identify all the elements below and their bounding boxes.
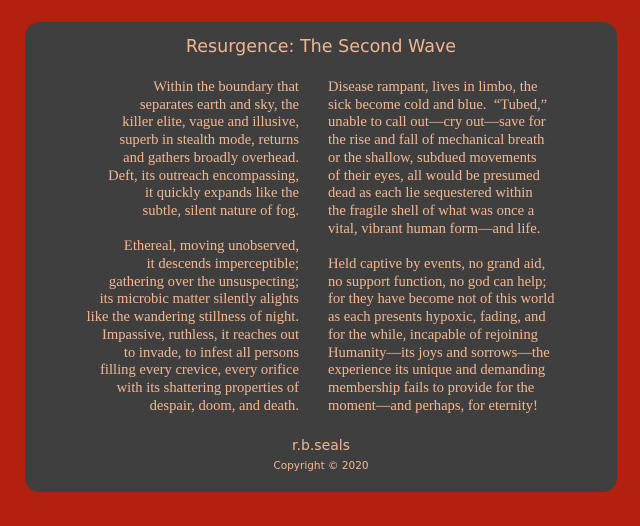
author-signature: r.b.seals <box>292 438 350 454</box>
copyright-notice: Copyright © 2020 <box>273 460 369 472</box>
left-stanza-2: Ethereal, moving unobserved, it descends imperceptible; gathering over the unsuspecting; its microbic matter silently alights like the wandering stillness of night. Impassive, ruthless, it reaches out to invade, to infest all persons filling every crevice, every orifice with its shattering properties of despair, doom, and death. <box>86 238 299 414</box>
poem-title: Resurgence: The Second Wave <box>185 37 457 57</box>
left-stanza-1: Within the boundary that separates earth and sky, the killer elite, vague and illusive, superb in stealth mode, returns and gathers broadly overhead. Deft, its outreach encompassing, it quickly expands like the subtle, silent nature of fog. <box>108 79 299 219</box>
right-stanza-2: Held captive by events, no grand aid, no support function, no god can help; for they have become not of this world as each presents hypoxic, fading, and for the while, incapable of rejoining Humanity—its joys and sorrows—the experience its unique and demanding membership fails to provide for the moment—and perhaps, for eternity! <box>328 256 555 414</box>
poem-left-column <box>37 79 299 415</box>
poem-card <box>25 22 617 492</box>
poem-right-column <box>328 79 598 415</box>
right-stanza-1: Disease rampant, lives in limbo, the sick become cold and blue. “Tubed,” unable to call out—cry out—save for the rise and fall of mechanical breath or the shallow, subdued movements of their eyes, all would be presumed dead as each lie sequestered within the fragile shell of what was once a vital, vibrant human form—and life. <box>328 79 548 237</box>
